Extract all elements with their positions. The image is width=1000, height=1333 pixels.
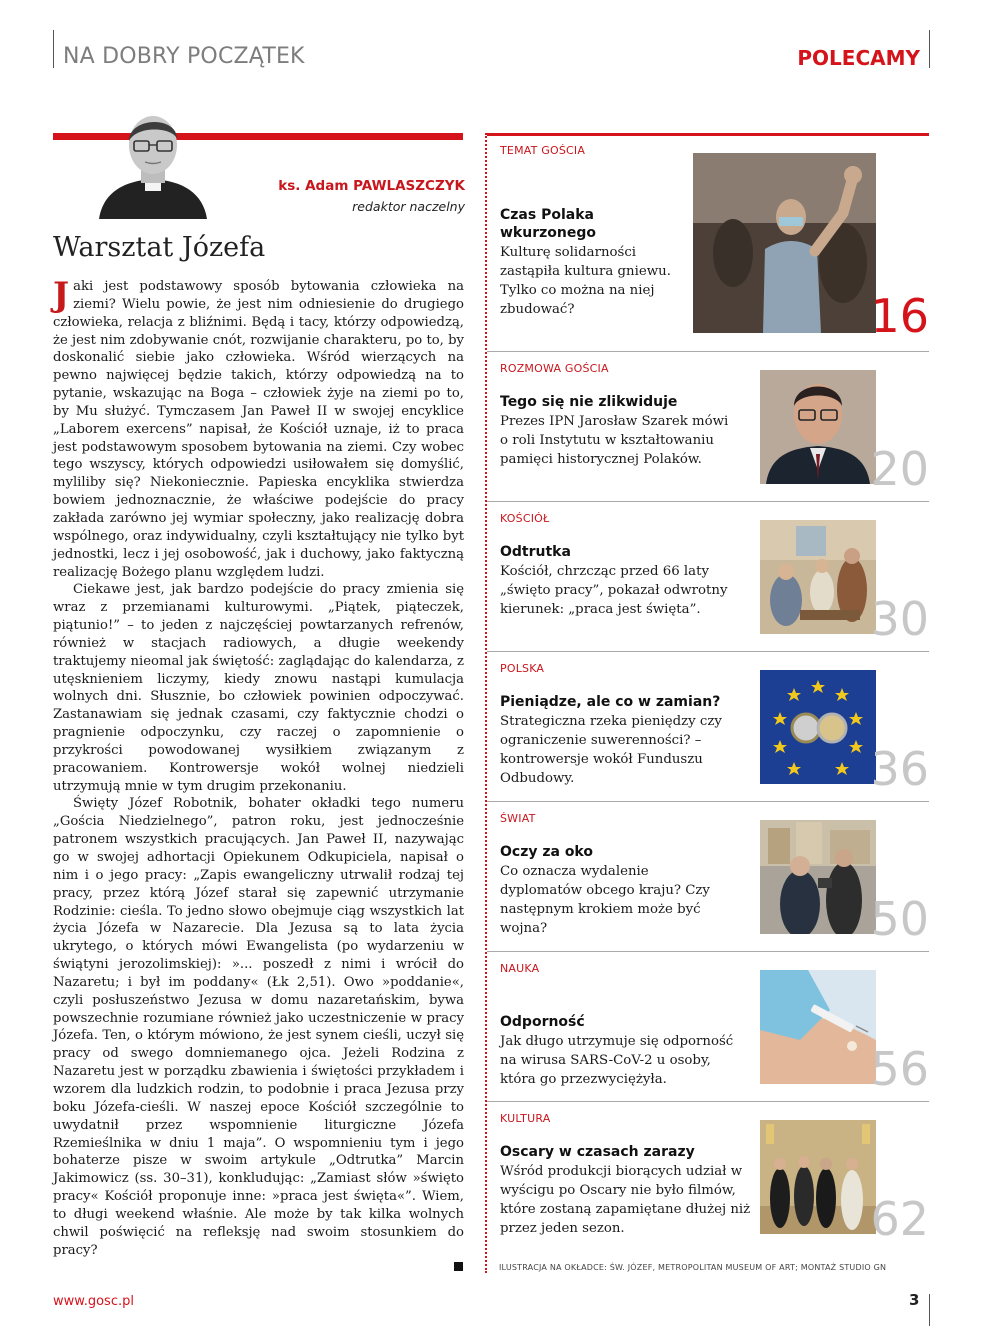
sidebar-headline[interactable]: Pieniądze, ale co w zamian?	[500, 694, 721, 710]
section-rule	[487, 1101, 929, 1102]
sidebar-description: Kościół, chrzcząc przed 66 laty „święto pracy”, pokazał odwrotny kierunek: „praca jest święta”.	[500, 564, 728, 617]
interviewee-photo	[760, 370, 876, 484]
sidebar-headline[interactable]: Odporność	[500, 1014, 585, 1030]
page-number: 20	[870, 442, 929, 496]
sidebar-description: Jak długo utrzymuje się odporność na wirusa SARS-CoV-2 u osoby, która go przezwyciężyła.	[500, 1034, 734, 1087]
sidebar-category: KOŚCIÓŁ	[500, 512, 550, 525]
page-number-footer: 3	[909, 1291, 920, 1309]
sidebar-item-kultura[interactable]	[487, 1101, 929, 1251]
sidebar-headline[interactable]: Tego się nie zlikwiduje	[500, 394, 678, 410]
sidebar-item-swiat[interactable]	[487, 801, 929, 951]
sidebar-description: Wśród produkcji biorących udział w wyścigu po Oscary nie było filmów, które zostaną zapamiętane dłużej niż przez jeden sezon.	[500, 1164, 751, 1236]
page-number: 50	[870, 892, 929, 946]
sidebar-item-temat-goscia[interactable]	[487, 133, 929, 351]
sidebar-description: Co oznacza wydalenie dyplomatów obcego kraju? Czy następnym krokiem może być wojna?	[500, 864, 710, 936]
sidebar-description: Kulturę solidarności zastąpiła kultura gniewu. Tylko co można na niej zbudować?	[500, 245, 671, 317]
editorial-body	[53, 275, 464, 1259]
section-rule	[487, 651, 929, 652]
section-rule	[487, 801, 929, 802]
page-number: 62	[870, 1192, 929, 1246]
page-number: 36	[870, 742, 929, 796]
sidebar-description: Strategiczna rzeka pieniędzy czy ograniczenie suwerenności? – kontrowersje wokół Funduszu Odbudowy.	[500, 714, 722, 786]
sidebar-description: Prezes IPN Jarosław Szarek mówi o roli Instytutu w kształtowaniu pamięci historycznej Polaków.	[500, 414, 729, 467]
article-end-square	[454, 1262, 463, 1271]
drop-cap: J	[53, 275, 70, 315]
protest-photo	[693, 153, 876, 333]
sidebar-item-nauka[interactable]	[487, 951, 929, 1101]
section-rule	[487, 951, 929, 952]
section-rule	[487, 351, 929, 352]
author-role: redaktor naczelny	[352, 199, 465, 214]
vaccination-photo	[760, 970, 876, 1084]
recommend-label: POLECAMY	[797, 46, 920, 70]
page-number: 16	[870, 289, 929, 343]
oscars-photo	[760, 1120, 876, 1234]
page-number: 56	[870, 1042, 929, 1096]
footer-divider	[929, 1294, 930, 1326]
paragraph: Święty Józef Robotnik, bohater okładki tego numeru „Gościa Niedzielnego”, patron roku, jest jednocześnie patronem wszystkich pracujących. Jan Paweł II, nazywając go w swojej adhortacji Opiekunem Odkupiciela, napisał o nim i o jego pracy: „Zapis ewangeliczny utrwalił rodzaj tej pracy, przez którą Józef starał się zapewnić utrzymanie Rodzinie: cieśla. To jedno słowo obejmuje ciąg wszystkich lat życia Józefa w Nazarecie. Dla Jezusa są to lata życia ukrytego, o których mówi Ewangelista (po wydarzeniu w świątyni jerozolimskiej): »... poszedł z nimi i wrócił do Nazaretu; i był im poddany« (Łk 2,51). Owo »poddanie«, czyli posłuszeństwo Jezusa w domu nazaretańskim, bywa powszechnie rozumiane również jako uczestniczenie w pracy Józefa. Ten, o którym mówiono, że jest synem cieśli, uczył się pracy od swego domniemanego ojca. Jeżeli Rodzina z Nazaretu jest w porządku zbawienia i świętości przykładem i wzorem dla ludzkich rodzin, to podobnie i praca Jezusa przy boku Józefa-cieśli. W naszej epoce Kościół szczególnie to uwydatnił przez wspomnienie liturgiczne Józefa Rzemieślnika w dniu 1 maja”. O wspomnieniu tym i jego bohaterze pisze w swoim artykule „Odtrutka” Marcin Jakimowicz (ss. 30–31), konkludując: „Zamiast słów »święto pracy« Kościół proponuje inne: »praca jest święta«”. Wiem, to długi weekend właśnie. Ale może by tak kilka wolnych chwil poświęcić na refleksję nad swoim stosunkiem do pracy?	[53, 796, 464, 1258]
holy-family-painting	[760, 520, 876, 634]
editorial-title: Warsztat Józefa	[53, 232, 266, 263]
sidebar-category: ROZMOWA GOŚCIA	[500, 362, 609, 375]
sidebar-item-rozmowa-goscia[interactable]	[487, 351, 929, 501]
sidebar-headline[interactable]: Odtrutka	[500, 544, 571, 560]
page-number: 30	[870, 592, 929, 646]
sidebar-headline[interactable]: Czas Polaka wkurzonego	[500, 207, 596, 241]
sidebar-category: TEMAT GOŚCIA	[500, 144, 586, 157]
section-label: NA DOBRY POCZĄTEK	[63, 44, 305, 69]
author-name: ks. Adam PAWLASZCZYK	[278, 178, 465, 194]
sidebar-item-polska[interactable]	[487, 651, 929, 801]
paragraph: Jaki jest podstawowy sposób bytowania człowieka na ziemi? Wielu powie, że jest nim odniesienie do drugiego człowieka, relacja z bliźnimi. Będą i tacy, którzy odpowiedzą, że jest nim zdobywanie cnót, rozwijanie charakteru, po to, by doskonalić siebie jako człowieka. Wśród wierzących na pewno najwięcej będzie takich, którzy odpowiedzą na to pytanie, wskazując na Boga – człowiek żyje na ziemi po to, by Mu służyć. Tymczasem Jan Paweł II w swojej encyklice „Laborem exercens” napisał, że Kościół uznaje, iż to praca jest podstawowym sposobem bytowania na ziemi. Czy wobec tego wszyscy, których odpowiedzi usiłowałem się domyślić, myliliby się? Niekoniecznie. Papieska encyklika stwierdza bowiem jednoznacznie, że właściwe podejście do pracy zakłada zarówno jej wymiar społeczny, jako realizację dobra wspólnego, oraz indywidualny, czyli kształtujący nie tylko byt jednostki, lecz i jej osobowość, jak i duchowy, jako faktyczną realizację Bożego planu względem ludzi.	[53, 275, 464, 580]
sidebar-category: KULTURA	[500, 1112, 551, 1125]
website-link[interactable]: www.gosc.pl	[53, 1294, 134, 1309]
sidebar-category: POLSKA	[500, 662, 545, 675]
paragraph: Ciekawe jest, jak bardzo podejście do pracy zmienia się wraz z przemianami kulturowymi. „Piątek, piąteczek, piątunio!” – to jeden z najczęściej powtarzanych refrenów, również w stacjach radiowych, a długie weekendy traktujemy nieomal jak świętość: zaglądając do kalendarza, z utęsknieniem liczymy, kiedy znowu nastąpi kumulacja wolnych dni. Słusznie, bo człowiek powinien odpoczywać. Zastanawiam się jednak czasami, czy faktycznie chodzi o pragnienie odpoczynku, czy raczej o zapomnienie o przykrości powodowanej wysiłkiem związanym z pracowaniem. Kontrowersje wokół wolnej niedzieli utrzymują mnie w tym drugim przekonaniu.	[53, 582, 464, 794]
section-rule	[487, 501, 929, 502]
sidebar-headline[interactable]: Oczy za oko	[500, 844, 593, 860]
eu-flag-coins-photo	[760, 670, 876, 784]
diplomats-photo	[760, 820, 876, 934]
sidebar-headline[interactable]: Oscary w czasach zarazy	[500, 1144, 695, 1160]
author-portrait	[93, 101, 213, 219]
header-divider-left	[53, 30, 54, 68]
sidebar-category: NAUKA	[500, 962, 540, 975]
header-divider-right	[929, 30, 930, 68]
sidebar-item-kosciol[interactable]	[487, 501, 929, 651]
sidebar-category: ŚWIAT	[500, 812, 536, 825]
section-rule	[487, 133, 929, 136]
cover-credit: ILUSTRACJA NA OKŁADCE: ŚW. JÓZEF, METROPOLITAN MUSEUM OF ART; MONTAŻ STUDIO GN	[499, 1263, 887, 1272]
